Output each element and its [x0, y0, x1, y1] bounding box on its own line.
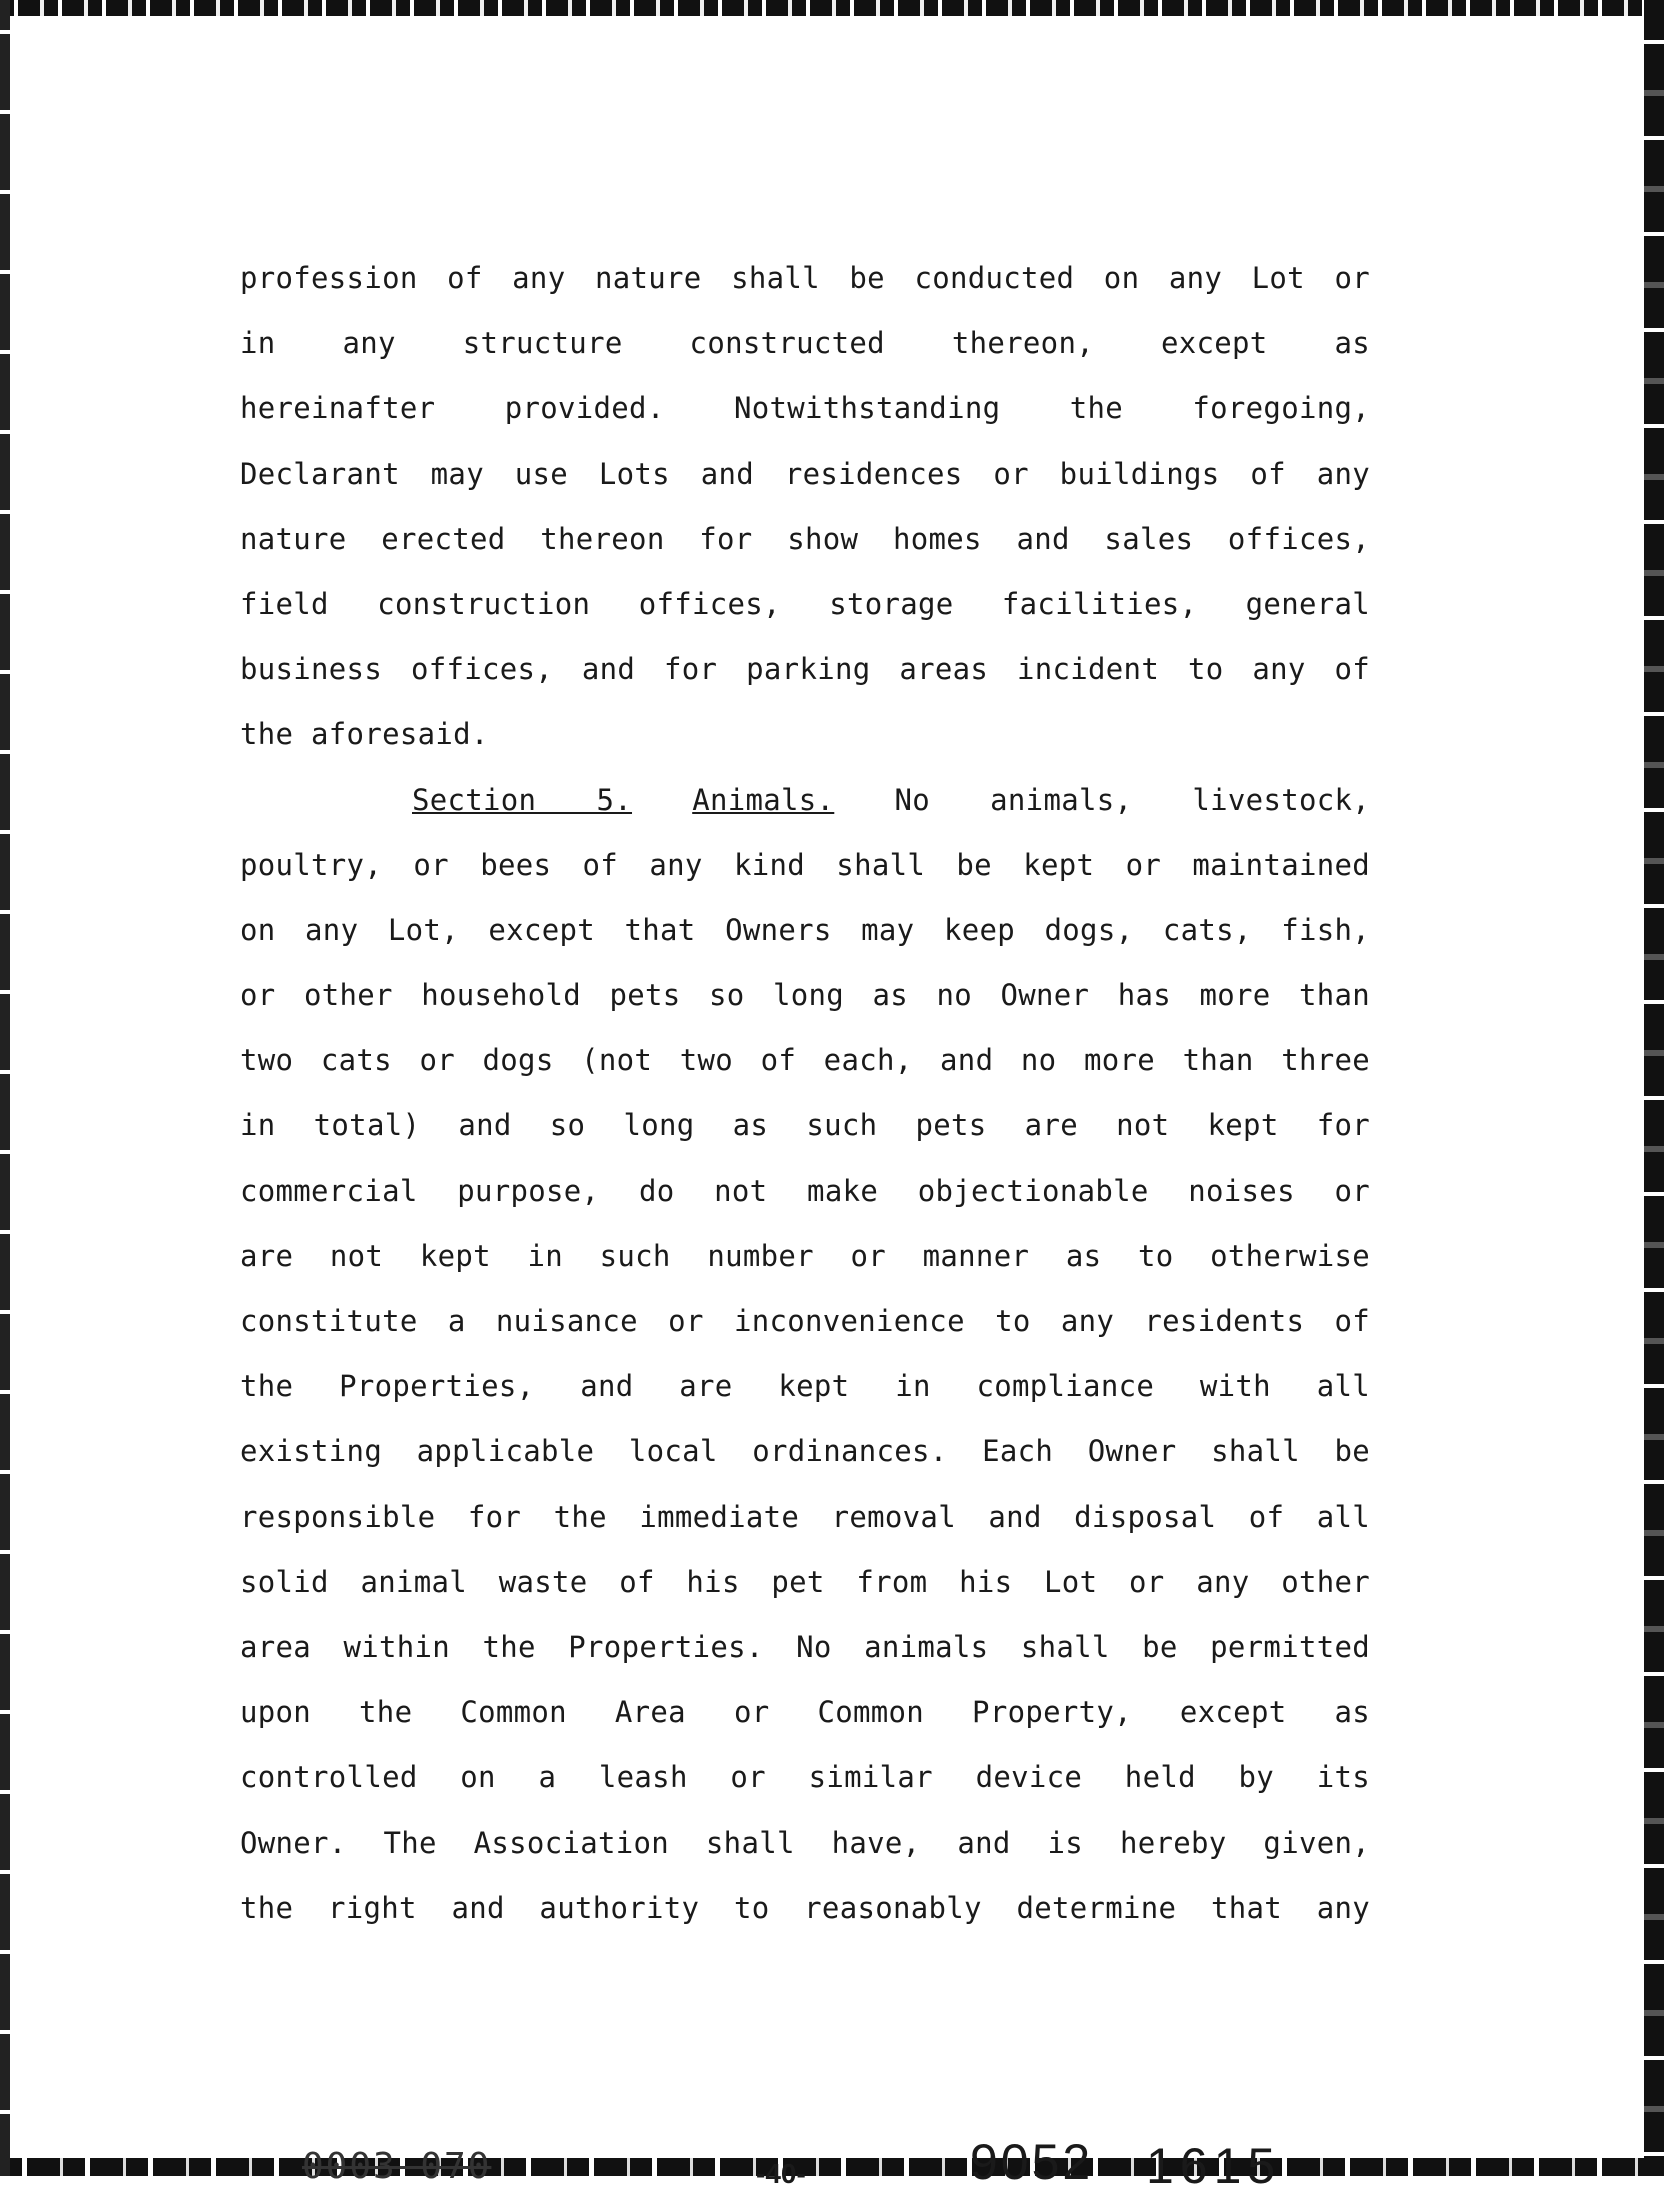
- page-number: -40-: [756, 2158, 806, 2189]
- body-line: responsible for the immediate removal and disposal of all: [240, 1499, 1370, 1534]
- body-line: constitute a nuisance or inconvenience to any residents of: [240, 1304, 1370, 1338]
- body-line: on any Lot, except that Owners may keep dogs, cats, fish,: [240, 912, 1370, 947]
- body-line: profession of any nature shall be conducted on any Lot or: [240, 261, 1370, 295]
- body-line: the right and authority to reasonably determine that any: [240, 1890, 1370, 1925]
- body-line: Declarant may use Lots and residences or buildings of any: [240, 456, 1370, 491]
- scan-edge-top: [0, 0, 1664, 16]
- body-line: are not kept in such number or manner as to otherwise: [240, 1238, 1370, 1273]
- recording-book-number: 9052: [970, 2134, 1094, 2190]
- section-title: Animals.: [692, 782, 835, 817]
- body-line: field construction offices, storage facilities, general: [240, 586, 1370, 621]
- body-line: the Properties, and are kept in compliance with all: [240, 1369, 1370, 1404]
- body-line: hereinafter provided. Notwithstanding the foregoing,: [240, 391, 1370, 426]
- body-line: two cats or dogs (not two of each, and no more than three: [240, 1043, 1370, 1078]
- section-heading-line: [240, 768, 1370, 833]
- section-first-line: No animals, livestock,: [894, 782, 1371, 817]
- body-line: Owner. The Association shall have, and is hereby given,: [240, 1825, 1370, 1860]
- section-number: Section 5.: [412, 782, 633, 817]
- scan-edge-left: [0, 0, 10, 2176]
- document-body: [240, 246, 1370, 1941]
- body-line: poultry, or bees of any kind shall be kept or maintained: [240, 847, 1370, 882]
- body-line: solid animal waste of his pet from his Lot or any other: [240, 1564, 1370, 1599]
- recording-page-number: 1615: [1146, 2138, 1282, 2194]
- body-line: commercial purpose, do not make objectionable noises or: [240, 1173, 1370, 1208]
- body-line: the aforesaid.: [240, 717, 489, 752]
- body-line: in any structure constructed thereon, except as: [240, 326, 1370, 361]
- body-line: in total) and so long as such pets are not kept for: [240, 1108, 1370, 1143]
- body-line: business offices, and for parking areas incident to any of: [240, 652, 1370, 687]
- body-line: or other household pets so long as no Owner has more than: [240, 978, 1370, 1013]
- body-line: nature erected thereon for show homes and sales offices,: [240, 521, 1370, 556]
- body-line: existing applicable local ordinances. Each Owner shall be: [240, 1434, 1370, 1469]
- scan-edge-bottom: [0, 2158, 1664, 2176]
- body-line: controlled on a leash or similar device held by its: [240, 1760, 1370, 1795]
- body-line: upon the Common Area or Common Property, except as: [240, 1695, 1370, 1730]
- body-line: area within the Properties. No animals shall be permitted: [240, 1629, 1370, 1664]
- recording-stamp-left: 0003 070: [302, 2146, 492, 2187]
- scan-edge-right: [1644, 0, 1664, 2176]
